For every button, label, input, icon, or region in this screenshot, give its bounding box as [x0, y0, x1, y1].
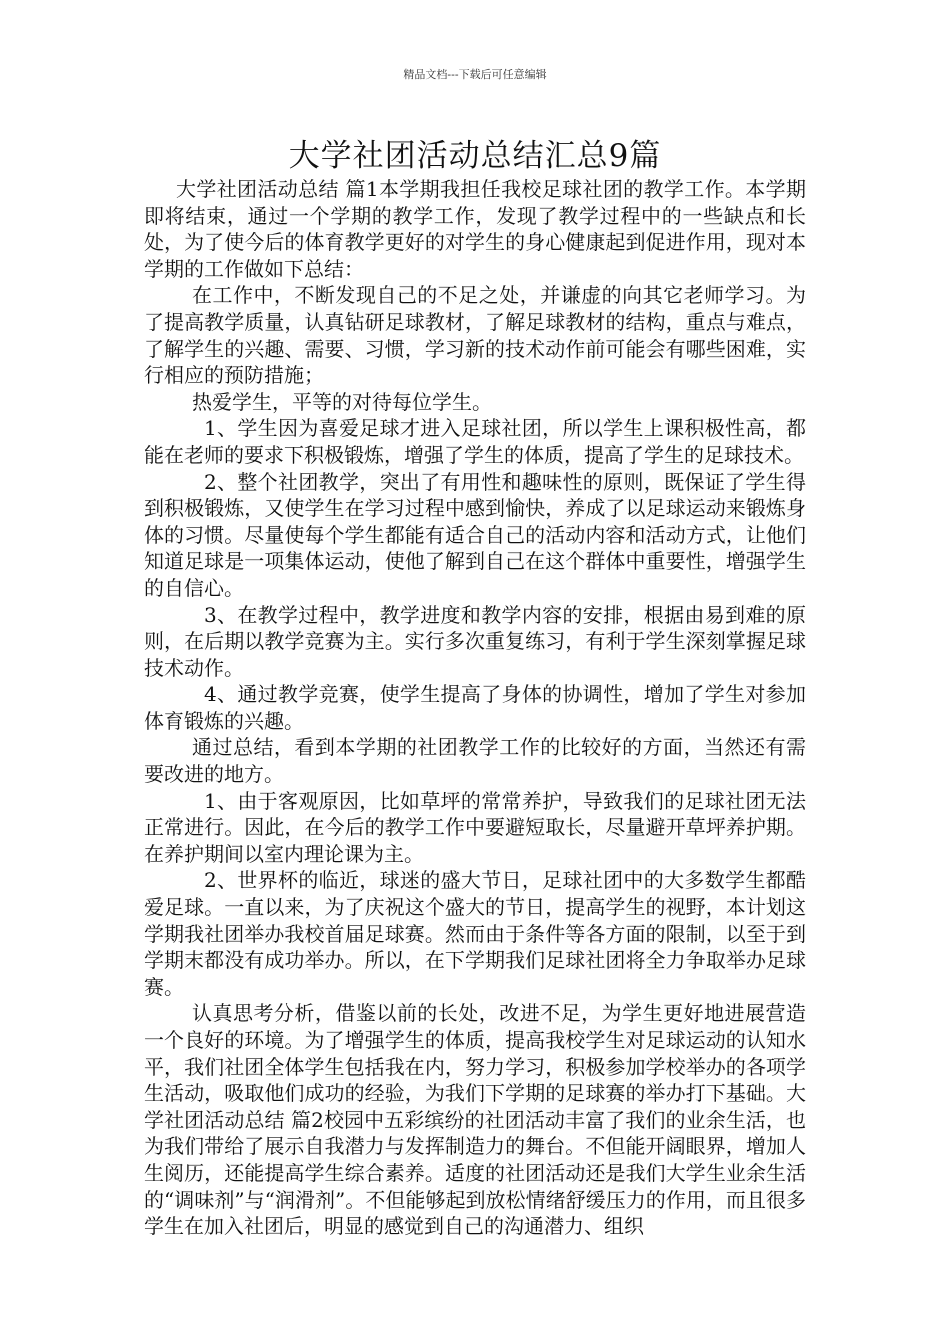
paragraph: 在工作中，不断发现自己的不足之处，并谦虚的向其它老师学习。为了提高教学质量，认真钻研足球教材，了解足球教材的结构，重点与难点，了解学生的兴趣、需要、习惯，学习新的技术动作前可能会有哪些困难，实行相应的预防措施； — [144, 283, 806, 388]
paragraph: 认真思考分析，借鉴以前的长处，改进不足，为学生更好地进展营造一个良好的环境。为了增强学生的体质，提高我校学生对足球运动的认知水平，我们社团全体学生包括我在内，努力学习，积极参加学校举办的各项学生活动，吸取他们成功的经验，为我们下学期的足球赛的举办打下基础。大学社团活动总结 篇2校园中五彩缤纷的社团活动丰富了我们的业余生活，也为我们带给了展示自我潜力与发挥制造力的舞台。不但能开阔眼界，增加人生阅历，还能提高学生综合素养。适度的社团活动还是我们大学生业余生活的“调味剂”与“润滑剂”。不但能够起到放松情绪舒缓压力的作用，而且很多学生在加入社团后，明显的感觉到自己的沟通潜力、组织 — [144, 1001, 806, 1239]
page-header: 精品文档---下载后可任意编辑 — [403, 68, 547, 81]
list-paragraph: 1、学生因为喜爱足球才进入足球社团，所以学生上课积极性高，都能在老师的要求下积极锻炼，增强了学生的体质，提高了学生的足球技术。 — [144, 416, 806, 467]
paragraph: 大学社团活动总结 篇1本学期我担任我校足球社团的教学工作。本学期即将结束，通过一个学期的教学工作，发现了教学过程中的一些缺点和长处，为了使今后的体育教学更好的对学生的身心健康起到促进作用，现对本学期的工作做如下总结： — [144, 177, 806, 281]
list-paragraph: 3、在教学过程中，教学进度和教学内容的安排，根据由易到难的原则，在后期以教学竞赛为主。实行多次重复练习，有利于学生深刻掌握足球技术动作。 — [144, 602, 806, 680]
list-paragraph: 2、整个社团教学，突出了有用性和趣味性的原则，既保证了学生得到积极锻炼，又使学生在学习过程中感到愉快，养成了以足球运动来锻炼身体的习惯。尽量使每个学生都能有适合自己的活动内容和活动方式，让他们知道足球是一项集体运动，使他了解到自己在这个群体中重要性，增强学生的自信心。 — [144, 469, 806, 600]
list-paragraph: 4、通过教学竞赛，使学生提高了身体的协调性，增加了学生对参加体育锻炼的兴趣。 — [144, 682, 806, 733]
document-title: 大学社团活动总结汇总9篇 — [288, 138, 662, 174]
paragraph: 通过总结，看到本学期的社团教学工作的比较好的方面，当然还有需要改进的地方。 — [144, 735, 806, 787]
list-paragraph: 1、由于客观原因，比如草坪的常常养护，导致我们的足球社团无法正常进行。因此，在今后的教学工作中要避短取长，尽量避开草坪养护期。在养护期间以室内理论课为主。 — [144, 788, 806, 866]
document-body — [144, 176, 806, 1240]
list-paragraph: 2、世界杯的临近，球迷的盛大节日，足球社团中的大多数学生都酷爱足球。一直以来，为了庆祝这个盛大的节日，提高学生的视野，本计划这学期我社团举办我校首届足球赛。然而由于条件等各方面的限制，以至于到学期末都没有成功举办。所以，在下学期我们足球社团将全力争取举办足球赛。 — [144, 868, 806, 999]
paragraph: 热爱学生，平等的对待每位学生。 — [192, 389, 492, 414]
